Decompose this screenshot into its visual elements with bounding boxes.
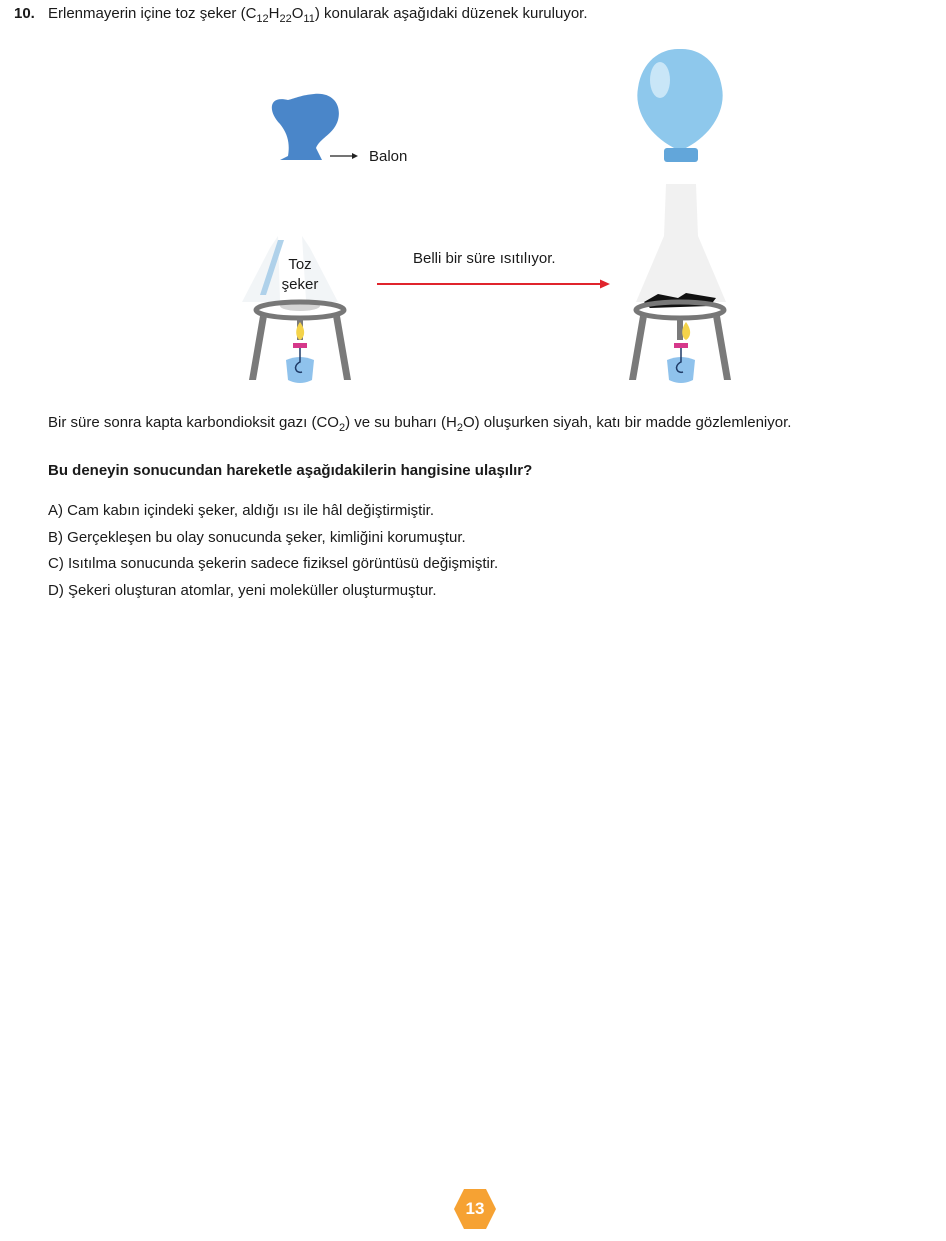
balloon-pointer-head xyxy=(352,153,358,159)
oxygen-subscript: 11 xyxy=(303,13,315,25)
sugar-label-line1: Toz xyxy=(288,256,312,273)
right-flask-icon xyxy=(636,184,726,302)
option-d[interactable]: D) Şekeri oluşturan atomlar, yeni moleküller oluşturmuştur. xyxy=(48,581,437,599)
co2-subscript: 2 xyxy=(338,422,346,434)
option-c[interactable]: C) Isıtılma sonucunda şekerin sadece fiziksel görüntüsü değişmiştir. xyxy=(48,555,499,572)
page-number: 13 xyxy=(465,1199,485,1218)
oxygen-symbol: O xyxy=(291,5,304,22)
right-tripod-leg-icon xyxy=(677,318,683,340)
stem-text-2: ) konularak aşağıdaki düzenek kuruluyor. xyxy=(314,5,588,22)
stem-text-1: Erlenmayerin içine toz şeker (C xyxy=(48,5,257,22)
right-setup xyxy=(629,49,731,383)
experiment-figure xyxy=(240,40,740,390)
hydrogen-symbol: H xyxy=(268,5,280,22)
observation-part-2: ) ve su buharı (H xyxy=(345,414,457,431)
sugar-label-line2: şeker xyxy=(281,276,319,293)
question-number: 10. xyxy=(14,5,35,22)
balloon-label: Balon xyxy=(369,148,408,165)
question-stem xyxy=(48,5,588,25)
right-tripod-leg-icon xyxy=(713,316,731,380)
observation-part-3: O) oluşurken siyah, katı bir madde gözlemleniyor. xyxy=(462,414,792,431)
inflated-balloon-icon xyxy=(637,49,722,150)
balloon-neck-icon xyxy=(664,148,698,162)
left-setup xyxy=(242,94,358,383)
page-number-badge xyxy=(453,1188,497,1230)
balloon-highlight xyxy=(650,62,670,98)
question-prompt: Bu deneyin sonucundan hareketle aşağıdakilerin hangisine ulaşılır? xyxy=(48,462,533,479)
experiment-illustration xyxy=(240,40,740,390)
left-burner-clip-icon xyxy=(293,343,307,348)
right-burner-clip-icon xyxy=(674,343,688,348)
h2o-subscript: 2 xyxy=(456,422,463,434)
hydrogen-subscript: 22 xyxy=(279,13,292,25)
observation-text xyxy=(48,414,792,434)
deflated-balloon-icon xyxy=(272,94,339,160)
heating-arrow-head xyxy=(600,280,610,289)
observation-part-1: Bir süre sonra kapta karbondioksit gazı (CO xyxy=(48,414,339,431)
answer-options xyxy=(48,502,498,608)
right-tripod-leg-icon xyxy=(629,316,647,380)
option-b[interactable]: B) Gerçekleşen bu olay sonucunda şeker, kimliğini korumuştur. xyxy=(48,528,466,546)
left-tripod-leg-icon xyxy=(333,316,351,380)
option-a[interactable]: A) Cam kabın içindeki şeker, aldığı ısı ile hâl değiştirmiştir. xyxy=(48,502,434,519)
right-flame-icon xyxy=(682,322,690,340)
left-tripod-leg-icon xyxy=(249,316,267,380)
right-tripod-ring-icon xyxy=(636,302,724,318)
carbon-subscript: 12 xyxy=(256,13,269,25)
heating-label: Belli bir süre ısıtılıyor. xyxy=(413,250,556,267)
